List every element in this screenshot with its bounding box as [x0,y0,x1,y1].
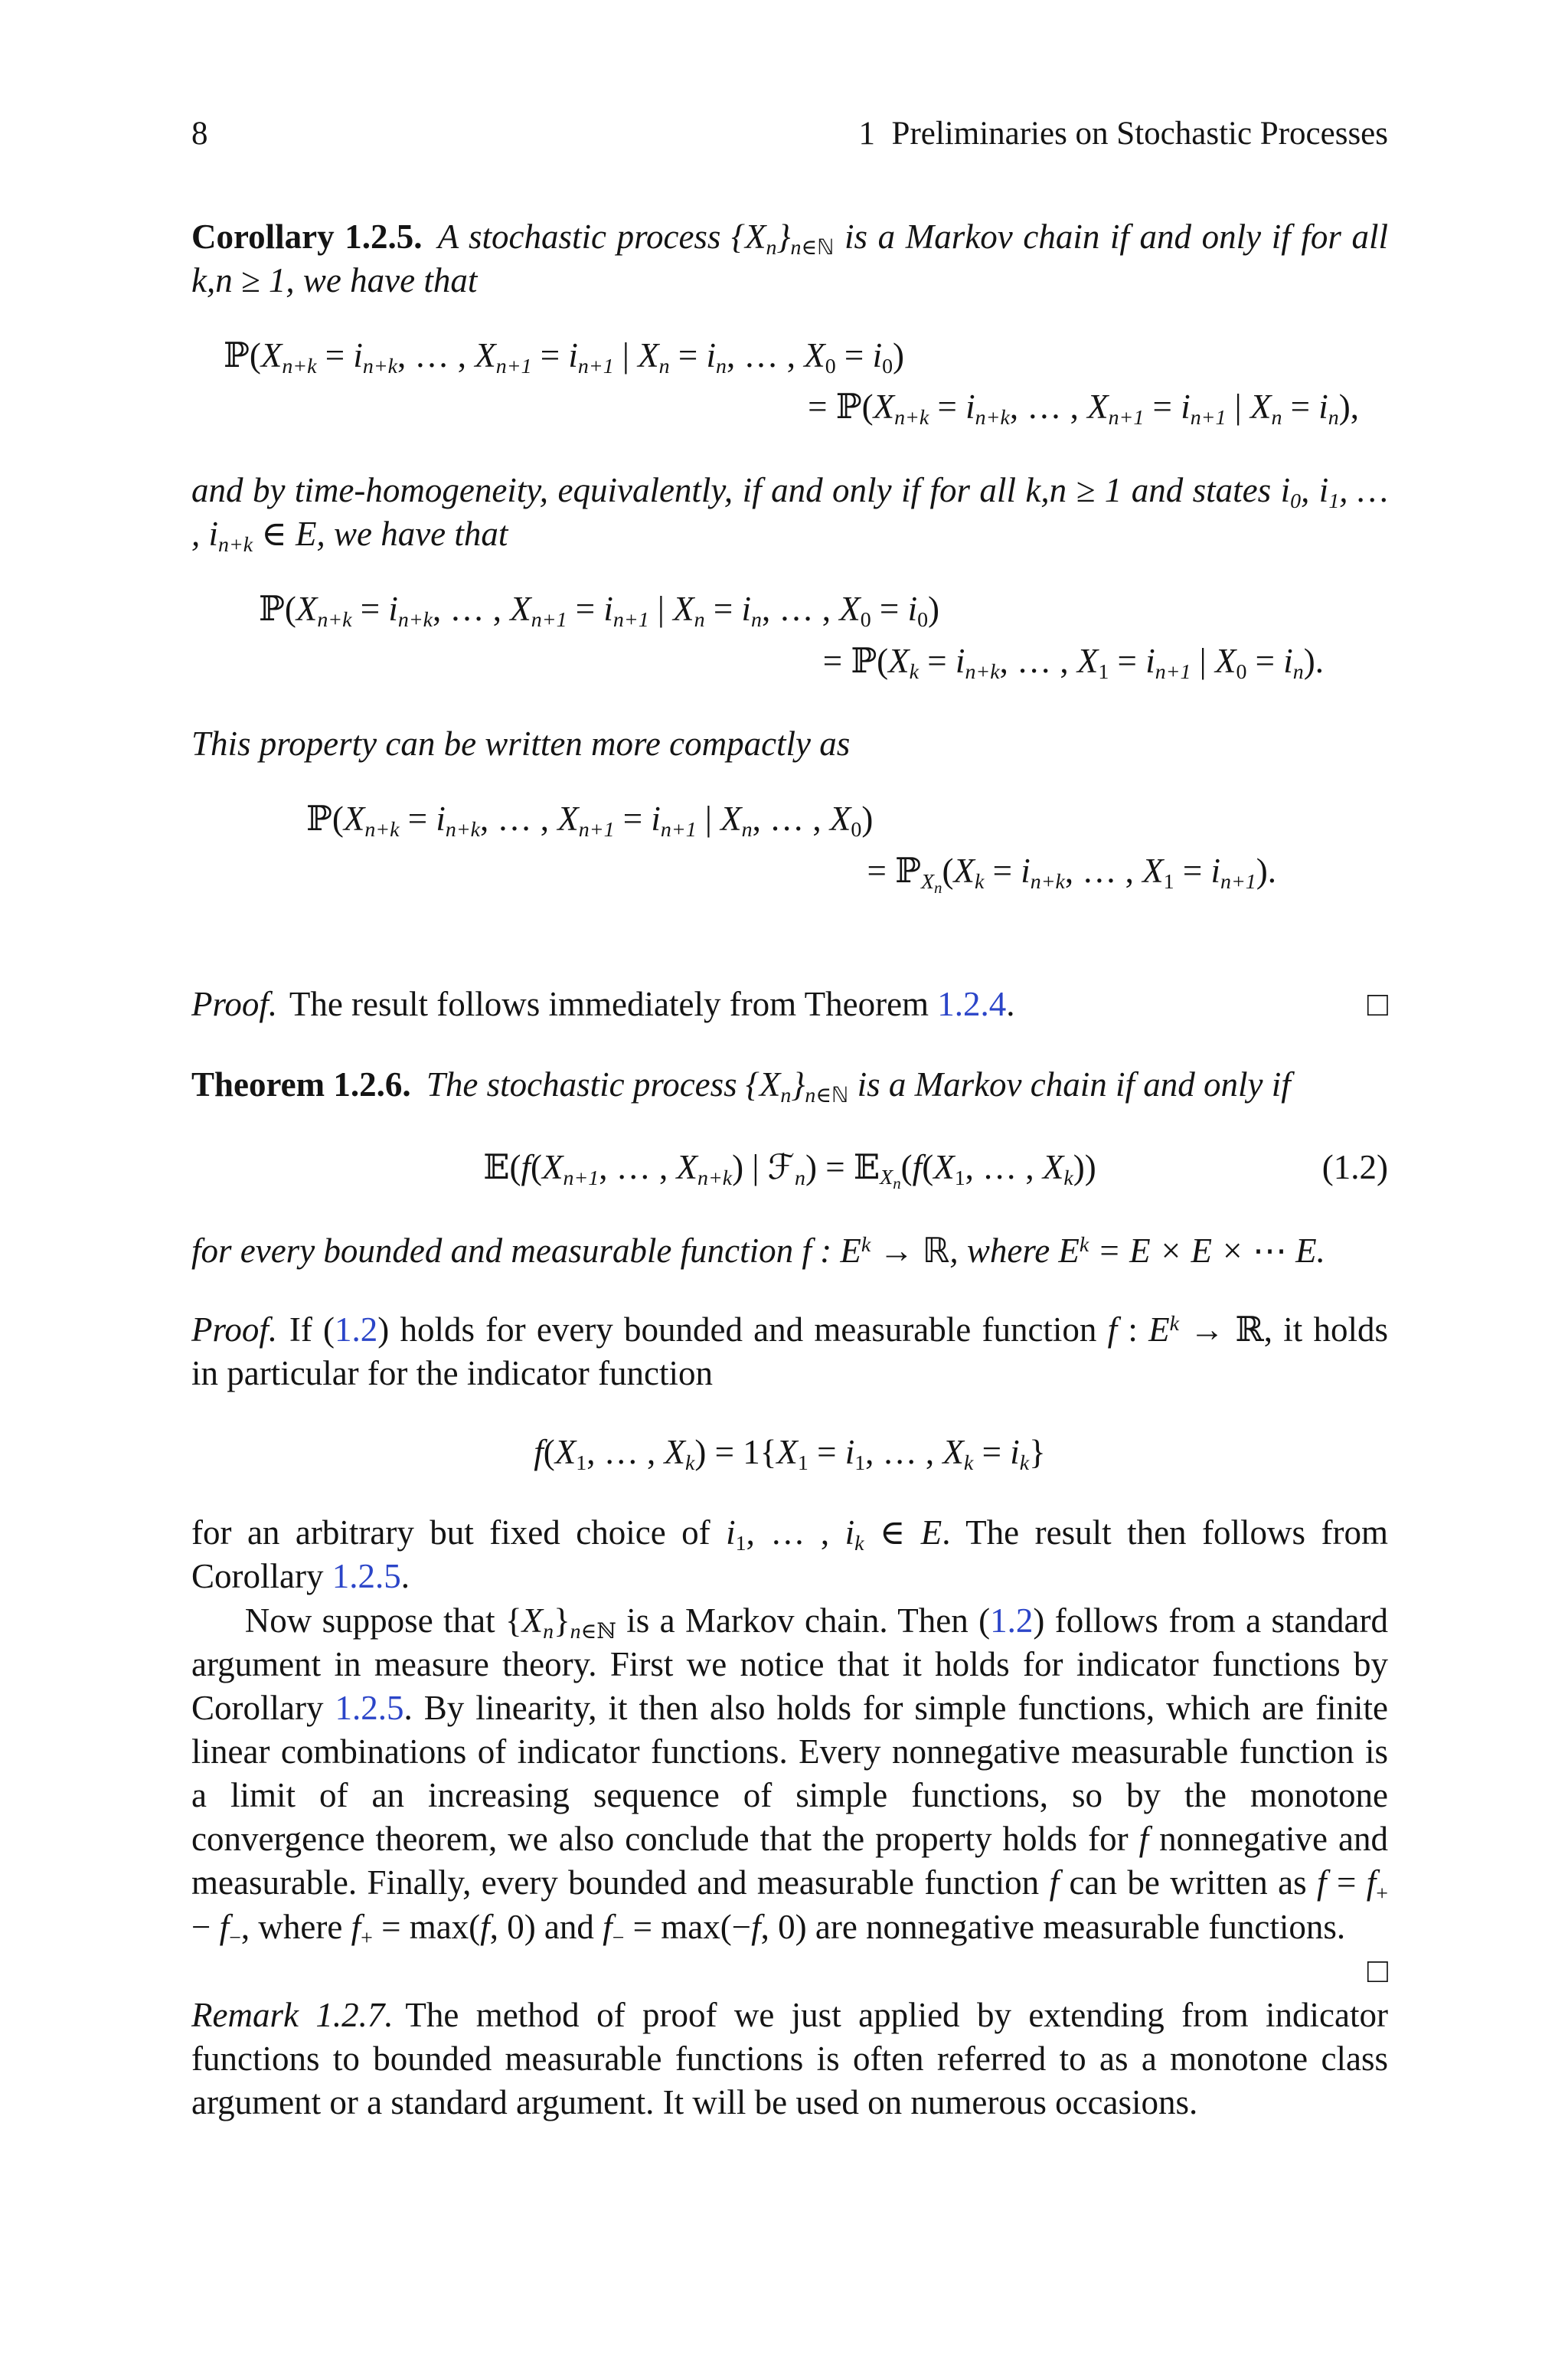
qed-symbol: □ [1367,985,1388,1024]
para-time-homogeneity: and by time-homogeneity, equivalently, if and only if for all k,n ≥ 1 and states $i_0$, $i_1$, … , $i_{n+k}$ ∈ E, we have that [191,470,1388,557]
equation-body: $f(X_1$, … , $X_k) = 1\{X_1 = i_1$, … , $X_k = i_k$} [534,1433,1046,1475]
running-header [191,113,1388,155]
theorem-body: The stochastic process $\{X_n\}_{n\in ℕ}$ is a Markov chain if and only if [426,1065,1291,1108]
proof-label: Proof. [191,1310,278,1349]
remark-1-2-7 [191,1994,1388,2124]
proof-paragraph-1-body: If (1.2) holds for every bounded and measurable function f : $E^k$ → ℝ, it holds in particular for the indicator function [191,1310,1388,1393]
remark-body: The method of proof we just applied by extending from indicator functions to bounded measurable functions is often referred to as a monotone class argument or a standard argument. It will be used on numerous occasions. [191,1995,1388,2121]
theorem-1-2-6 [191,1063,1388,1107]
equation-1-2 [191,1146,1388,1193]
equation-number: (1.2) [1321,1147,1388,1186]
equation-markov-conditional [191,330,1388,433]
equation-line-1: $ℙ(X_{n+k} = i_{n+k}$, … , $X_{n+1} = i_{n+1}$ | $X_n$, … , $X_0$) [306,800,874,842]
proof-body: The result follows immediately from Theorem 1.2.4. [289,985,1015,1024]
proof-theorem-paragraph-2: for an arbitrary but fixed choice of $i_1$, … , $i_k$ ∈ E. The result then follows from Corollary 1.2.5. [191,1513,1388,1596]
equation-line-1: $ℙ(X_{n+k} = i_{n+k}$, … , $X_{n+1} = i_{n+1}$ | $X_n = i_n$, … , $X_0 = i_0$) [259,590,940,632]
link-theorem-1-2-4[interactable]: 1.2.4 [937,985,1007,1024]
proof-theorem-paragraph-3 [191,1599,1389,1990]
equation-line-2: = $ℙ(X_{n+k} = i_{n+k}$, … , $X_{n+1} = i_{n+1}$ | $X_n = i_n$), [808,388,1359,430]
equation-time-homogeneous [191,584,1388,687]
para-for-every-function: for every bounded and measurable function f : $E^k$ → ℝ, where $E^k = E \times E$ × ⋯ E. [191,1231,1325,1270]
proof-label: Proof. [191,985,278,1024]
page-body [191,215,1388,2125]
equation-body: $𝔼(f(X_{n+1}$, … , $X_{n+k}$) | ℱ$_n$) = $𝔼_{X_n}(f(X_1$, … , $X_k$)) [483,1147,1096,1193]
remark-label: Remark 1.2.7. [191,1995,394,2034]
corollary-1-2-5 [191,215,1388,303]
qed-symbol: □ [1367,1951,1388,1990]
equation-line-2: = $ℙ(X_k = i_{n+k}$, … , $X_1 = i_{n+1}$ | $X_0 = i_n$). [822,641,1324,684]
proof-corollary [191,983,1388,1026]
equation-line-1: $ℙ(X_{n+k} = i_{n+k}$, … , $X_{n+1} = i_{n+1}$ | $X_n = i_n$, … , $X_0 = i_0$) [224,335,905,378]
link-eq-1-2[interactable]: 1.2 [335,1310,378,1349]
page-number: 8 [191,116,208,152]
proof-theorem-paragraph-1 [191,1308,1388,1395]
equation-indicator-function [191,1431,1388,1474]
equation-compact-form [191,793,1388,897]
link-corollary-1-2-5-second[interactable]: 1.2.5 [335,1688,404,1727]
theorem-label: Theorem 1.2.6. [191,1065,411,1104]
corollary-label: Corollary 1.2.5. [191,217,423,256]
proof-paragraph-3-body: Now suppose that $\{X_n\}_{n\in ℕ}$ is a Markov chain. Then (1.2) follows from a standard argument in measure theory. First we notice that it holds for indicator functions by Corollary 1.2.5. By linearity, it then also holds for simple functions, which are finite linear combinations of indicator functions. Every nonnegative measurable function is a limit of an increasing sequence of simple functions, so by the monotone convergence theorem, we also conclude that the property holds for f nonnegative and measurable. Finally, every bounded and measurable function f can be written as $f = f_+ - f_-$, where $f_+ = \max(f$, 0) and $f_- = \max(-f$, 0) are nonnegative measurable functions. [191,1601,1389,1950]
link-eq-1-2-second[interactable]: 1.2 [990,1601,1034,1640]
running-title: 1 Preliminaries on Stochastic Processes [858,116,1388,152]
equation-line-2: = $ℙ_{X_n}(X_k = i_{n+k}$, … , $X_1 = i_{n+1}$). [867,851,1276,897]
corollary-body: A stochastic process $\{X_n\}_{n\in ℕ}$ is a Markov chain if and only if for all k,n ≥ 1, we have that [191,217,1388,299]
link-corollary-1-2-5[interactable]: 1.2.5 [332,1557,401,1596]
para-compact-intro: This property can be written more compactly as [191,725,851,764]
